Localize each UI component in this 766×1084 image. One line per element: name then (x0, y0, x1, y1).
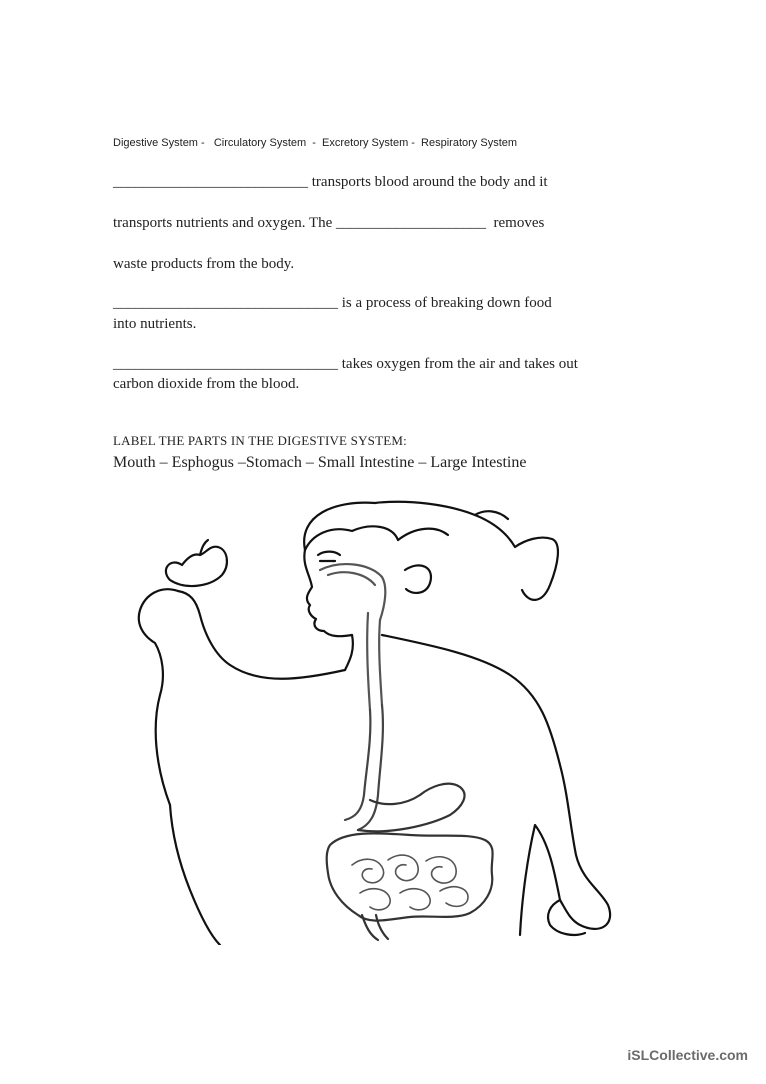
label-heading: LABEL THE PARTS IN THE DIGESTIVE SYSTEM: (113, 433, 407, 448)
face-outline (304, 550, 352, 636)
digestive-system-illustration (130, 495, 650, 945)
sentence-line-6: ______________________________ takes oxygen from the air and takes out (113, 356, 578, 372)
word-bank: Digestive System - Circulatory System - Excretory System - Respiratory System (113, 137, 518, 149)
apple-icon (166, 547, 227, 586)
sentence-line-4: ______________________________ is a process of breaking down food (113, 295, 552, 311)
raised-arm (178, 591, 345, 679)
sentence-line-7: carbon dioxide from the blood. (113, 376, 300, 392)
small-intestine-coils (352, 855, 468, 910)
sentence-line-1: __________________________ transports blood around the body and it (113, 174, 548, 190)
stomach-outline (358, 784, 465, 832)
sentence-line-2: transports nutrients and oxygen. The ____________________ removes (113, 215, 545, 231)
watermark: iSLCollective.com (627, 1047, 748, 1063)
ear-outline (405, 565, 431, 593)
hair-outline (304, 502, 558, 600)
sentence-line-3: waste products from the body. (113, 256, 295, 272)
sentence-line-5: into nutrients. (113, 316, 197, 332)
parts-list: Mouth – Esphogus –Stomach – Small Intestine – Large Intestine (113, 454, 527, 471)
body-outline-right (382, 635, 610, 929)
body-outline-left (170, 805, 220, 945)
